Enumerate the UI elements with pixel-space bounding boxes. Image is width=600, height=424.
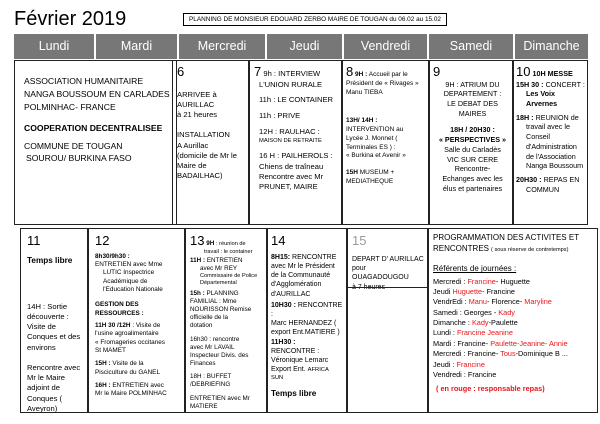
referent-text: Huguette — [452, 287, 483, 297]
legend-note: ( en rouge : responsable repas) — [436, 384, 545, 394]
referent-row — [433, 339, 597, 349]
day-cell-ven-15 — [347, 228, 428, 413]
event-text: ENTRETIEN avec Mr — [190, 394, 250, 402]
event-text: /DEBRIEFING — [190, 381, 231, 389]
day-cell-mer-13 — [185, 228, 267, 413]
event-text: 9H : ATRIUM DU — [445, 79, 500, 89]
event-text: ENTRETIEN avec — [112, 381, 164, 389]
programme-title: PROGRAMMATION DES ACTIVITES ET — [433, 233, 580, 242]
referent-text: Paulette-Jeanine- Annie — [490, 338, 568, 348]
event-text: export Ent.MATIERE ) — [271, 329, 340, 337]
event-text: REPAS EN — [543, 175, 580, 185]
divider-line — [347, 287, 428, 288]
referent-text: Dimanche : — [433, 318, 472, 328]
event-text: MAISON DE RETRAITE — [259, 137, 322, 144]
referent-text: VendrEdi : — [433, 297, 469, 307]
event-text: Conseil — [526, 132, 550, 142]
referent-text: Kady — [471, 318, 489, 328]
event-text: Terminales ES ) : — [346, 143, 396, 151]
referent-row — [433, 360, 597, 370]
event-text: Conques ( — [27, 393, 63, 403]
event-text: travail : le container — [204, 248, 253, 255]
event-text: Rencontre- — [454, 164, 491, 174]
event-text: NOURISSON Remise — [190, 306, 252, 314]
day-header-mardi: Mardi — [96, 34, 177, 59]
referent-text: - Francine — [482, 287, 515, 297]
referent-text: - Florence- — [486, 297, 525, 307]
event-text: COMMUN — [526, 184, 560, 194]
referent-text: Jeudi — [433, 287, 453, 297]
event-text: Accueil par le — [368, 71, 408, 78]
event-time: 15H 30 : — [516, 79, 544, 89]
event-text: : réunion de — [216, 241, 246, 247]
referent-text: Francine — [456, 359, 485, 369]
event-text: MUSEUM + — [359, 169, 395, 177]
event-text: d'Agglomération — [271, 281, 322, 289]
event-text: Les Voix Arvernes — [526, 89, 558, 109]
referent-text: Vendredi : Francine — [433, 369, 497, 379]
event-text: FAMILIAL : Mme — [190, 297, 237, 305]
event-text: LUTIC Inspectrice — [103, 269, 155, 277]
event-text: avec Mr REY — [200, 265, 238, 273]
event-text: RENCONTRE : — [271, 347, 320, 355]
day-number: 8 — [346, 64, 354, 79]
event-text: CONCERT : — [545, 79, 585, 89]
event-text: Visite de — [27, 322, 56, 332]
event-text: Mr le Maire POLMINHAC — [95, 390, 167, 398]
day-number: 11 — [27, 233, 41, 248]
programme-note: ( sous réserve de contretemps) — [491, 247, 569, 254]
event-text: Mr le Maire — [27, 373, 65, 383]
cooperation-title: COOPERATION DECENTRALISEE — [24, 122, 163, 133]
event-time: 20H30 : — [516, 175, 542, 185]
event-text: RENCONTRE — [292, 253, 337, 261]
event-text: A Aurillac — [177, 140, 209, 150]
day-cell-mar-12 — [88, 228, 185, 413]
event-text: (domicile de Mr le — [177, 150, 237, 160]
event-text: MEDIATHEQUE — [346, 177, 394, 185]
event-text: Export Ent. — [271, 366, 306, 374]
event-text: Rencontre avec Mr — [259, 171, 324, 181]
event-text: 12H : RAULHAC : — [259, 127, 320, 137]
day-number: 13 — [190, 233, 205, 248]
event-text: INSTALLATION — [177, 130, 230, 140]
event-time: 11H30 : — [271, 338, 296, 346]
event-text: Départemental — [200, 280, 237, 287]
event-text: à 21 heures — [177, 110, 218, 120]
event-text: St MAMET — [95, 346, 126, 354]
day-header-vendredi: Vendredi — [344, 34, 427, 59]
referent-row — [433, 297, 597, 307]
event-text: l'Education Nationale — [103, 285, 163, 293]
referent-text: Jeudi : — [433, 359, 457, 369]
event-time: 11H 30 /12H — [95, 321, 131, 329]
day-cell-lun-11 — [20, 228, 88, 413]
day-cell-jeu-14 — [267, 228, 347, 413]
referent-row — [433, 287, 597, 297]
day-number: 12 — [95, 233, 110, 248]
day-number: 9 — [433, 64, 441, 79]
event-text: Nanga Boussoum — [526, 161, 584, 171]
day-cell-jeu-7 — [249, 60, 342, 225]
day-number: 6 — [177, 64, 185, 79]
event-text: Conques et des — [27, 332, 81, 342]
event-text: DEPARTEMENT : — [443, 89, 502, 99]
event-text: Temps libre — [271, 388, 317, 398]
event-text: avec Mr le Président — [271, 262, 335, 270]
programme-title: RENCONTRES — [433, 244, 490, 254]
event-time: 13H/ 14H : — [346, 117, 378, 125]
event-text: « Fromageries occitanes — [95, 338, 165, 346]
event-text: : Visite de — [132, 321, 161, 329]
event-text: 9h : INTERVIEW — [263, 69, 321, 78]
event-text: MATIERE — [190, 402, 218, 410]
referent-row — [433, 349, 597, 359]
day-cell-ven-8 — [342, 60, 429, 225]
event-time: 15H — [346, 169, 358, 177]
referent-text: -Dominique B ... — [515, 349, 568, 359]
referent-row — [433, 370, 597, 380]
event-text: Finances — [190, 360, 216, 368]
referent-row — [433, 318, 597, 328]
event-text: AFRICA — [307, 367, 329, 374]
day-cell-dim-10 — [513, 60, 588, 225]
event-text: travail avec le — [526, 122, 570, 132]
day-number: 15 — [352, 233, 367, 248]
referents-list — [433, 277, 597, 381]
event-text: 16h30 : rencontre — [190, 335, 240, 343]
day-number: 14 — [271, 233, 286, 248]
event-text: l'usine agroalimentaire — [95, 330, 159, 338]
event-text: INTERVENTION au — [346, 126, 404, 134]
event-text: DEPART D' AURILLAC — [352, 255, 424, 263]
event-text: RENCONTRE : — [271, 301, 343, 318]
event-text: Lycée J. Monnet ( — [346, 134, 398, 142]
event-time: 8h30/9h30 : — [95, 252, 130, 260]
event-text: LE DEBAT DES — [447, 99, 498, 109]
planning-caption: PLANNING DE MONSIEUR EDOUARD ZERBO MAIRE DE TOUGAN du 06.02 au 15.02 — [183, 13, 447, 26]
referent-text: Lundi : — [433, 328, 457, 338]
event-text: à 7 heures — [352, 283, 386, 291]
day-header-dimanche: Dimanche — [515, 34, 588, 59]
event-time: 11H : — [190, 256, 206, 264]
event-text: 11h : PRIVE — [259, 111, 301, 121]
event-text: Salle du Carladès — [444, 144, 501, 154]
event-text: Aveyron) — [27, 403, 58, 413]
referent-row — [433, 328, 597, 338]
referent-text: -Paulette — [488, 318, 518, 328]
event-text: 16 H : PAILHEROLS : — [259, 151, 333, 161]
event-text: avec Mr LAVAIL — [190, 343, 235, 351]
event-text: Véronique Lemarc — [271, 357, 329, 365]
day-header-samedi: Samedi — [429, 34, 513, 59]
event-time: 9H — [206, 240, 215, 247]
referent-row — [433, 277, 597, 287]
event-text: OUAGADOUGOU — [352, 274, 409, 282]
referent-text: Mercredi : — [433, 276, 468, 286]
event-time: 10H30 : — [271, 301, 296, 309]
event-text: REUNION de — [535, 112, 579, 122]
commune-line: COMMUNE DE TOUGAN — [24, 140, 123, 151]
event-time: 9H : — [355, 71, 368, 78]
event-text: Echanges avec les — [442, 174, 503, 184]
event-text: élus et partenaires — [442, 183, 503, 193]
event-text: d'AURILLAC — [271, 290, 311, 298]
event-time: 18H : — [516, 112, 534, 122]
event-text: BADAILHAC) — [177, 171, 223, 181]
referent-row — [433, 308, 597, 318]
programme-panel — [428, 228, 598, 413]
event-text: officielle de la — [190, 314, 229, 322]
event-text: Rencontre avec — [27, 362, 81, 372]
referent-text: Francine Jeanine — [456, 328, 513, 338]
event-text: de l'Association — [526, 151, 576, 161]
association-block — [14, 60, 177, 225]
event-text: ARRIVEE à AURILLAC — [177, 89, 217, 109]
referent-text: Kady — [498, 307, 515, 317]
event-time: 16H : — [95, 381, 111, 389]
event-text: Maire de — [177, 161, 207, 171]
event-text: pour — [352, 265, 367, 273]
day-cell-mer-6 — [172, 60, 249, 225]
referents-heading: Référents de journées : — [433, 264, 517, 274]
event-text: 11h : LE CONTAINER — [259, 94, 333, 104]
referent-text: Mardi : Francine- — [433, 338, 491, 348]
association-line-2: NANGA BOUSSOUM EN CARLADES — [24, 88, 170, 99]
event-text: 10H MESSE — [532, 69, 573, 78]
referent-text: Maryline — [524, 297, 552, 307]
event-text: ENTRETIEN avec Mme — [95, 260, 163, 268]
event-text: Pisciculture du GANEL — [95, 368, 160, 376]
event-text: Académique de — [103, 277, 148, 285]
event-text: ENTRETIEN — [206, 256, 243, 264]
event-text: dotation — [190, 322, 213, 330]
page-title: Février 2019 — [14, 8, 127, 30]
region-line: SOUROU/ BURKINA FASO — [26, 153, 132, 164]
event-text: « Burkina et Avenir » — [346, 152, 406, 160]
event-time: 15H : — [95, 360, 111, 368]
day-header-mercredi: Mercredi — [179, 34, 265, 59]
event-text: environs — [27, 342, 56, 352]
event-text: découverte : — [27, 311, 69, 321]
event-text: VIC SUR CERE — [446, 154, 499, 164]
event-text: adjoint de — [27, 383, 60, 393]
event-text: Marc HERNANDEZ ( — [271, 320, 337, 328]
event-text: Visite de la — [112, 360, 144, 368]
event-text: « PERSPECTIVES » — [438, 135, 507, 145]
event-text: Inspecteur Divis. des — [190, 351, 249, 359]
day-number: 7 — [254, 64, 262, 79]
referent-text: Tous — [500, 349, 516, 359]
day-header-jeudi: Jeudi — [267, 34, 342, 59]
association-line-3: POLMINHAC- FRANCE — [24, 101, 116, 112]
event-time: 8H15: — [271, 253, 291, 261]
day-header-lundi: Lundi — [14, 34, 94, 59]
event-text: PRUNET, MAIRE — [259, 182, 318, 192]
event-text: Commissaire de Police — [200, 273, 258, 280]
event-text: Président de « Rivages » — [346, 79, 419, 87]
event-text: PLANNING — [206, 289, 239, 297]
day-cell-sam-9 — [429, 60, 513, 225]
event-text: SUN — [271, 375, 284, 382]
referent-text: Manu — [468, 297, 487, 307]
referent-text: Francine — [467, 276, 496, 286]
event-text: L'UNION RURALE — [259, 79, 323, 89]
day-number: 10 — [516, 64, 531, 79]
event-text: Chiens de traîneau — [259, 161, 324, 171]
event-text: RESSOURCES : — [95, 309, 144, 317]
event-time: 15h : — [190, 289, 205, 297]
event-text: MAIRES — [458, 108, 487, 118]
event-text: 18H : BUFFET — [190, 373, 232, 381]
event-text: GESTION DES — [95, 301, 139, 309]
event-text: Temps libre — [27, 255, 73, 265]
association-line-1: ASSOCIATION HUMANITAIRE — [24, 76, 144, 86]
event-text: d'Administration — [526, 141, 577, 151]
referent-text: Samedi : Georges - — [433, 307, 499, 317]
event-time: 18H / 20H30 : — [450, 125, 495, 135]
referent-text: - Huguette — [495, 276, 530, 286]
referent-text: Mercredi : Francine- — [433, 349, 501, 359]
event-text: 14H : Sortie — [27, 301, 68, 311]
event-text: de la Communauté — [271, 272, 331, 280]
event-text: Manu TIEBA — [346, 88, 383, 96]
